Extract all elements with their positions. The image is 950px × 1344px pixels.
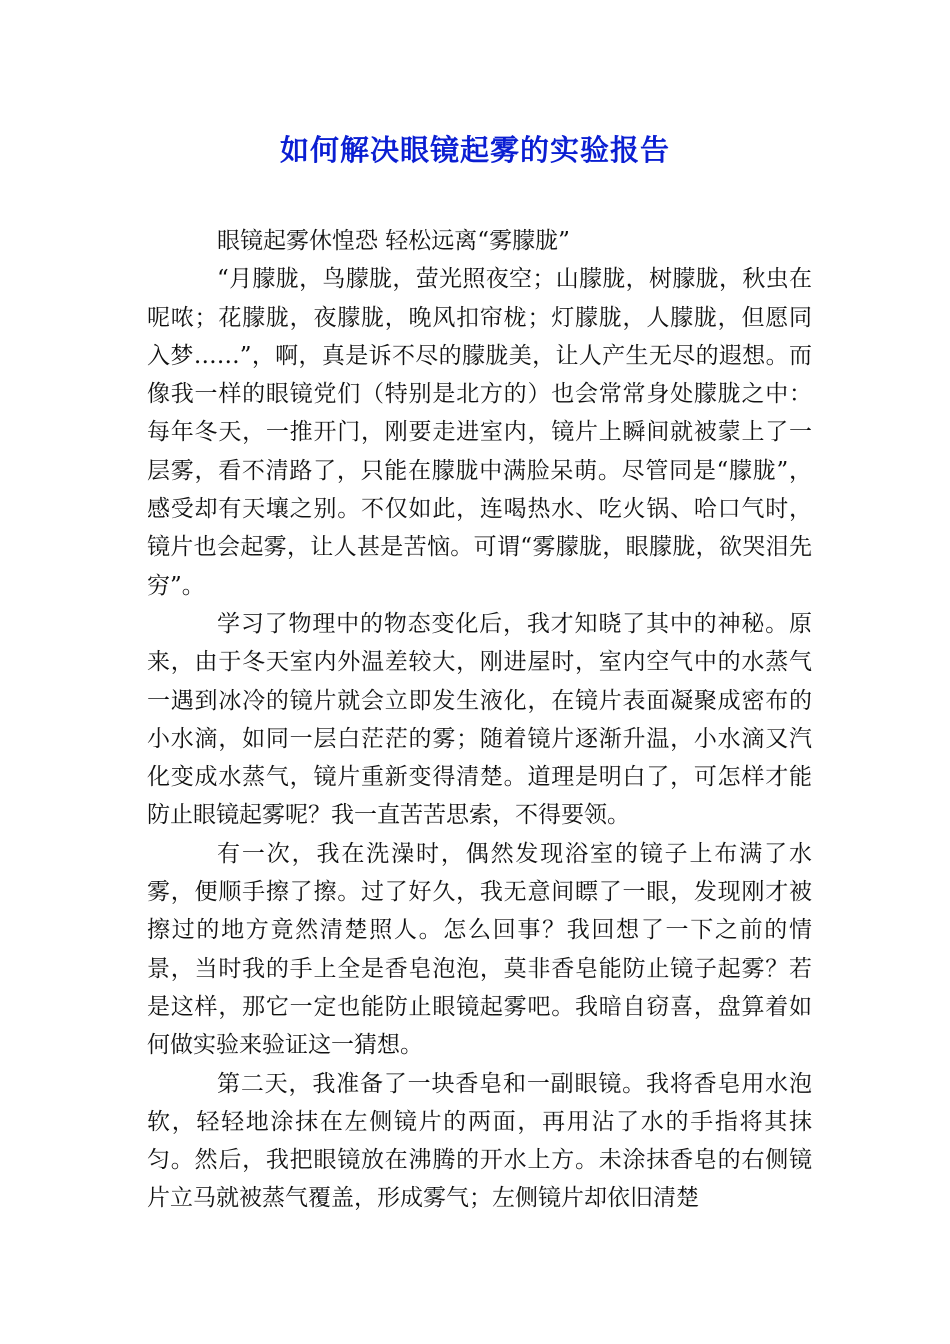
- paragraph: 有一次，我在洗澡时，偶然发现浴室的镜子上布满了水雾，便顺手擦了擦。过了好久，我无意间瞟了一眼，发现刚才被擦过的地方竟然清楚照人。怎么回事？我回想了一下之前的情景，当时我的手上全是香皂泡泡，莫非香皂能防止镜子起雾？若是这样，那它一定也能防止眼镜起雾吧。我暗自窃喜，盘算着如何做实验来验证这一猜想。: [147, 840, 812, 1059]
- document-title: 如何解决眼镜起雾的实验报告: [279, 133, 670, 167]
- paragraph: 第二天，我准备了一块香皂和一副眼镜。我将香皂用水泡软，轻轻地涂抹在左侧镜片的两面，再用沾了水的手指将其抹匀。然后，我把眼镜放在沸腾的开水上方。未涂抹香皂的右侧镜片立马就被蒸气覆盖，形成雾气；左侧镜片却依旧清楚: [147, 1070, 812, 1212]
- paragraph: “月朦胧，鸟朦胧，萤光照夜空；山朦胧，树朦胧，秋虫在呢哝；花朦胧，夜朦胧，晚风扣帘栊；灯朦胧，人朦胧，但愿同入梦……”，啊，真是诉不尽的朦胧美，让人产生无尽的遐想。而像我一样的眼镜党们（特别是北方的）也会常常身处朦胧之中：每年冬天，一推开门，刚要走进室内，镜片上瞬间就被蒙上了一层雾，看不清路了，只能在朦胧中满脸呆萌。尽管同是“朦胧”，感受却有天壤之别。不仅如此，连喝热水、吃火锅、哈口气时，镜片也会起雾，让人甚是苦恼。可谓“雾朦胧，眼朦胧，欲哭泪先穷”。: [147, 266, 812, 599]
- document-body: [147, 222, 812, 1218]
- paragraph: 学习了物理中的物态变化后，我才知晓了其中的神秘。原来，由于冬天室内外温差较大，刚进屋时，室内空气中的水蒸气一遇到冰冷的镜片就会立即发生液化，在镜片表面凝聚成密布的小水滴，如同一层白茫茫的雾；随着镜片逐渐升温，小水滴又汽化变成水蒸气，镜片重新变得清楚。道理是明白了，可怎样才能防止眼镜起雾呢？我一直苦苦思索，不得要领。: [147, 610, 812, 829]
- document-subtitle: 眼镜起雾休惶恐 轻松远离“雾朦胧”: [217, 228, 570, 254]
